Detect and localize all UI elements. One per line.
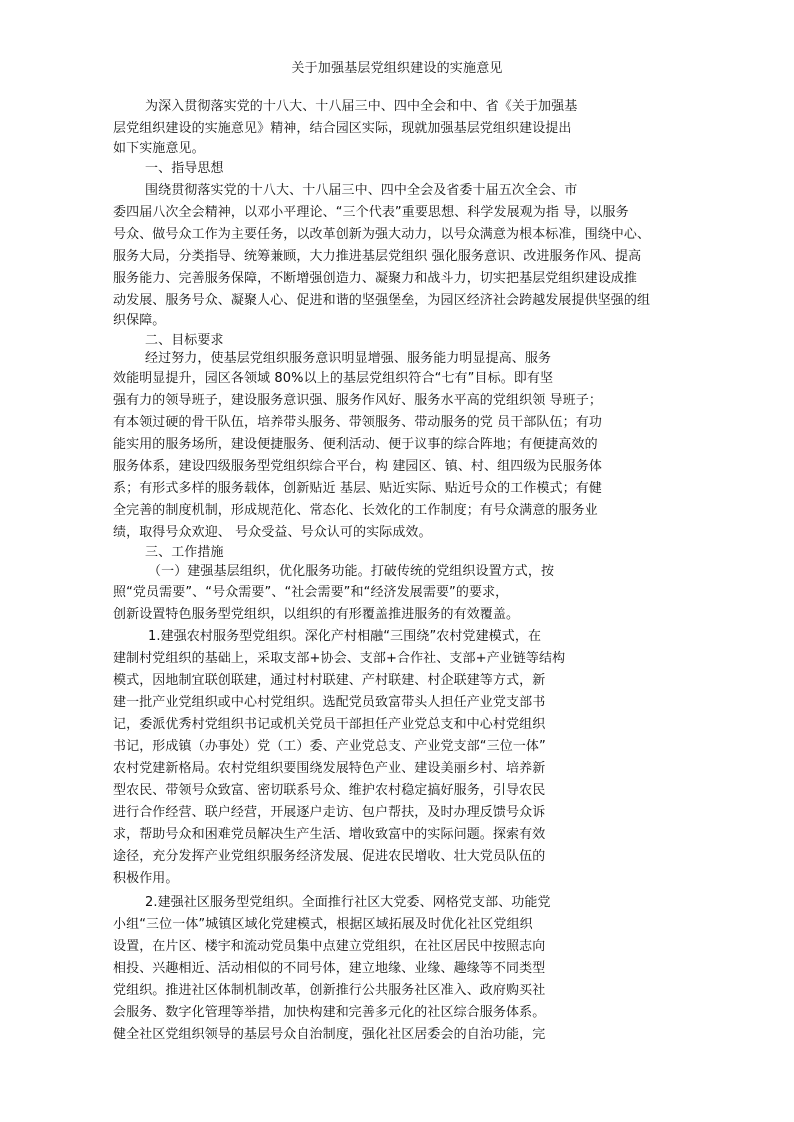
- paragraph-line: 创新设置特色服务型党组织，以组织的有形覆盖推进服务的有效覆盖。: [113, 607, 520, 622]
- paragraph-line: 积极作用。: [113, 871, 179, 886]
- paragraph-line: 织保障。: [113, 313, 166, 328]
- paragraph-line: 有本领过硬的骨干队伍，培养带头服务、带领服务、带动服务的党 员干部队伍；有功: [113, 415, 602, 430]
- paragraph-line: 会服务、数字化管理等举措，加快构建和完善多元化的社区综合服务体系。: [113, 1005, 546, 1020]
- paragraph-line: 动发展、服务号众、凝聚人心、促进和谐的坚强堡垒，为园区经济社会跨越发展提供坚强的组: [113, 293, 651, 308]
- paragraph-line: 绩，取得号众欢迎、 号众受益、号众认可的实际成效。: [113, 525, 432, 540]
- paragraph-line: 健全社区党组织领导的基层号众自治制度，强化社区居委会的自治功能，完: [113, 1027, 546, 1042]
- paragraph-line: 服务体系，建设四级服务型党组织综合平台，构 建园区、镇、村、组四级为民服务体: [113, 459, 602, 474]
- paragraph-line: 委四届八次全会精神，以邓小平理论、“三个代表”重要思想、科学发展观为指 导，以服务: [113, 205, 629, 220]
- paragraph-line: 效能明显提升，园区各领域 80%以上的基层党组织符合“七有”目标。即有坚: [113, 371, 554, 386]
- paragraph-line: 1.建强农村服务型党组织。深化产村相融“三围绕”农村党建模式，在: [148, 629, 542, 644]
- section-heading: 一、指导思想: [145, 161, 224, 176]
- section-heading: 二、目标要求: [145, 333, 224, 348]
- paragraph-line: 型农民、带领号众致富、密切联系号众、维护农村稳定搞好服务，引导农民: [113, 783, 546, 798]
- paragraph-line: 2.建强社区服务型党组织。全面推行社区大党委、网格党支部、功能党: [145, 895, 551, 910]
- paragraph-line: （一）建强基层组织，优化服务功能。打破传统的党组织设置方式，按: [148, 564, 555, 579]
- paragraph-line: 途径，充分发挥产业党组织服务经济发展、促进农民增收、壮大党员队伍的: [113, 849, 546, 864]
- section-heading: 三、工作措施: [145, 545, 224, 560]
- paragraph-line: 系；有形式多样的服务载体，创新贴近 基层、贴近实际、贴近号众的工作模式；有健: [113, 481, 602, 496]
- paragraph-line: 模式，因地制宜联创联建，通过村村联建、产村联建、村企联建等方式，新: [113, 673, 546, 688]
- paragraph-line: 小组“三位一体”城镇区域化党建模式，根据区域拓展及时优化社区党组织: [113, 917, 533, 932]
- paragraph-line: 进行合作经营、联户经营，开展逐户走访、包户帮扶，及时办理反馈号众诉: [113, 805, 546, 820]
- paragraph-line: 号众、做号众工作为主要任务，以改革创新为强大动力，以号众满意为根本标准，围绕中心、: [113, 227, 651, 242]
- paragraph-line: 相投、兴趣相近、活动相似的不同号体，建立地缘、业缘、趣缘等不同类型: [113, 961, 546, 976]
- paragraph-line: 党组织。推进社区体制机制改革，创新推行公共服务社区准入、政府购买社: [113, 983, 546, 998]
- paragraph-line: 全完善的制度机制，形成规范化、常态化、长效化的工作制度；有号众满意的服务业: [113, 503, 598, 518]
- paragraph-line: 记，委派优秀村党组织书记或机关党员干部担任产业党总支和中心村党组织: [113, 717, 546, 732]
- paragraph-line: 求，帮助号众和困难党员解决生产生活、增收致富中的实际问题。探索有效: [113, 827, 546, 842]
- paragraph-line: 照“党员需要”、“号众需要”、“社会需要”和“经济发展需要”的要求，: [113, 585, 509, 600]
- paragraph-line: 建一批产业党组织或中心村党组织。选配党员致富带头人担任产业党支部书: [113, 695, 546, 710]
- paragraph-line: 设置，在片区、楼宇和流动党员集中点建立党组织，在社区居民中按照志向: [113, 939, 546, 954]
- paragraph-line: 能实用的服务场所，建设便捷服务、便利活动、便于议事的综合阵地；有便捷高效的: [113, 437, 598, 452]
- paragraph-line: 层党组织建设的实施意见》精神，结合园区实际，现就加强基层党组织建设提出: [113, 121, 572, 136]
- paragraph-line: 书记，形成镇（办事处）党（工）委、产业党总支、产业党支部“三位一体”: [113, 739, 546, 754]
- paragraph-line: 服务大局，分类指导、统筹兼顾，大力推进基层党组织 强化服务意识、改进服务作风、提高: [113, 249, 642, 264]
- paragraph-line: 建制村党组织的基础上，采取支部+协会、支部+合作社、支部+产业链等结构: [113, 651, 566, 666]
- paragraph-line: 为深入贯彻落实党的十八大、十八届三中、四中全会和中、省《关于加强基: [145, 99, 578, 114]
- paragraph-line: 经过努力，使基层党组织服务意识明显增强、服务能力明显提高、服务: [145, 351, 552, 366]
- paragraph-line: 强有力的领导班子，建设服务意识强、服务作风好、服务水平高的党组织领 导班子；: [113, 393, 602, 408]
- paragraph-line: 农村党建新格局。农村党组织要围绕发展特色产业、建设美丽乡村、培养新: [113, 761, 546, 776]
- paragraph-line: 围绕贯彻落实党的十八大、十八届三中、四中全会及省委十届五次全会、市: [145, 183, 578, 198]
- paragraph-line: 如下实施意见。: [113, 141, 205, 156]
- document-title: 关于加强基层党组织建设的实施意见: [291, 61, 503, 76]
- paragraph-line: 服务能力、完善服务保障，不断增强创造力、凝聚力和战斗力，切实把基层党组织建设成推: [113, 271, 638, 286]
